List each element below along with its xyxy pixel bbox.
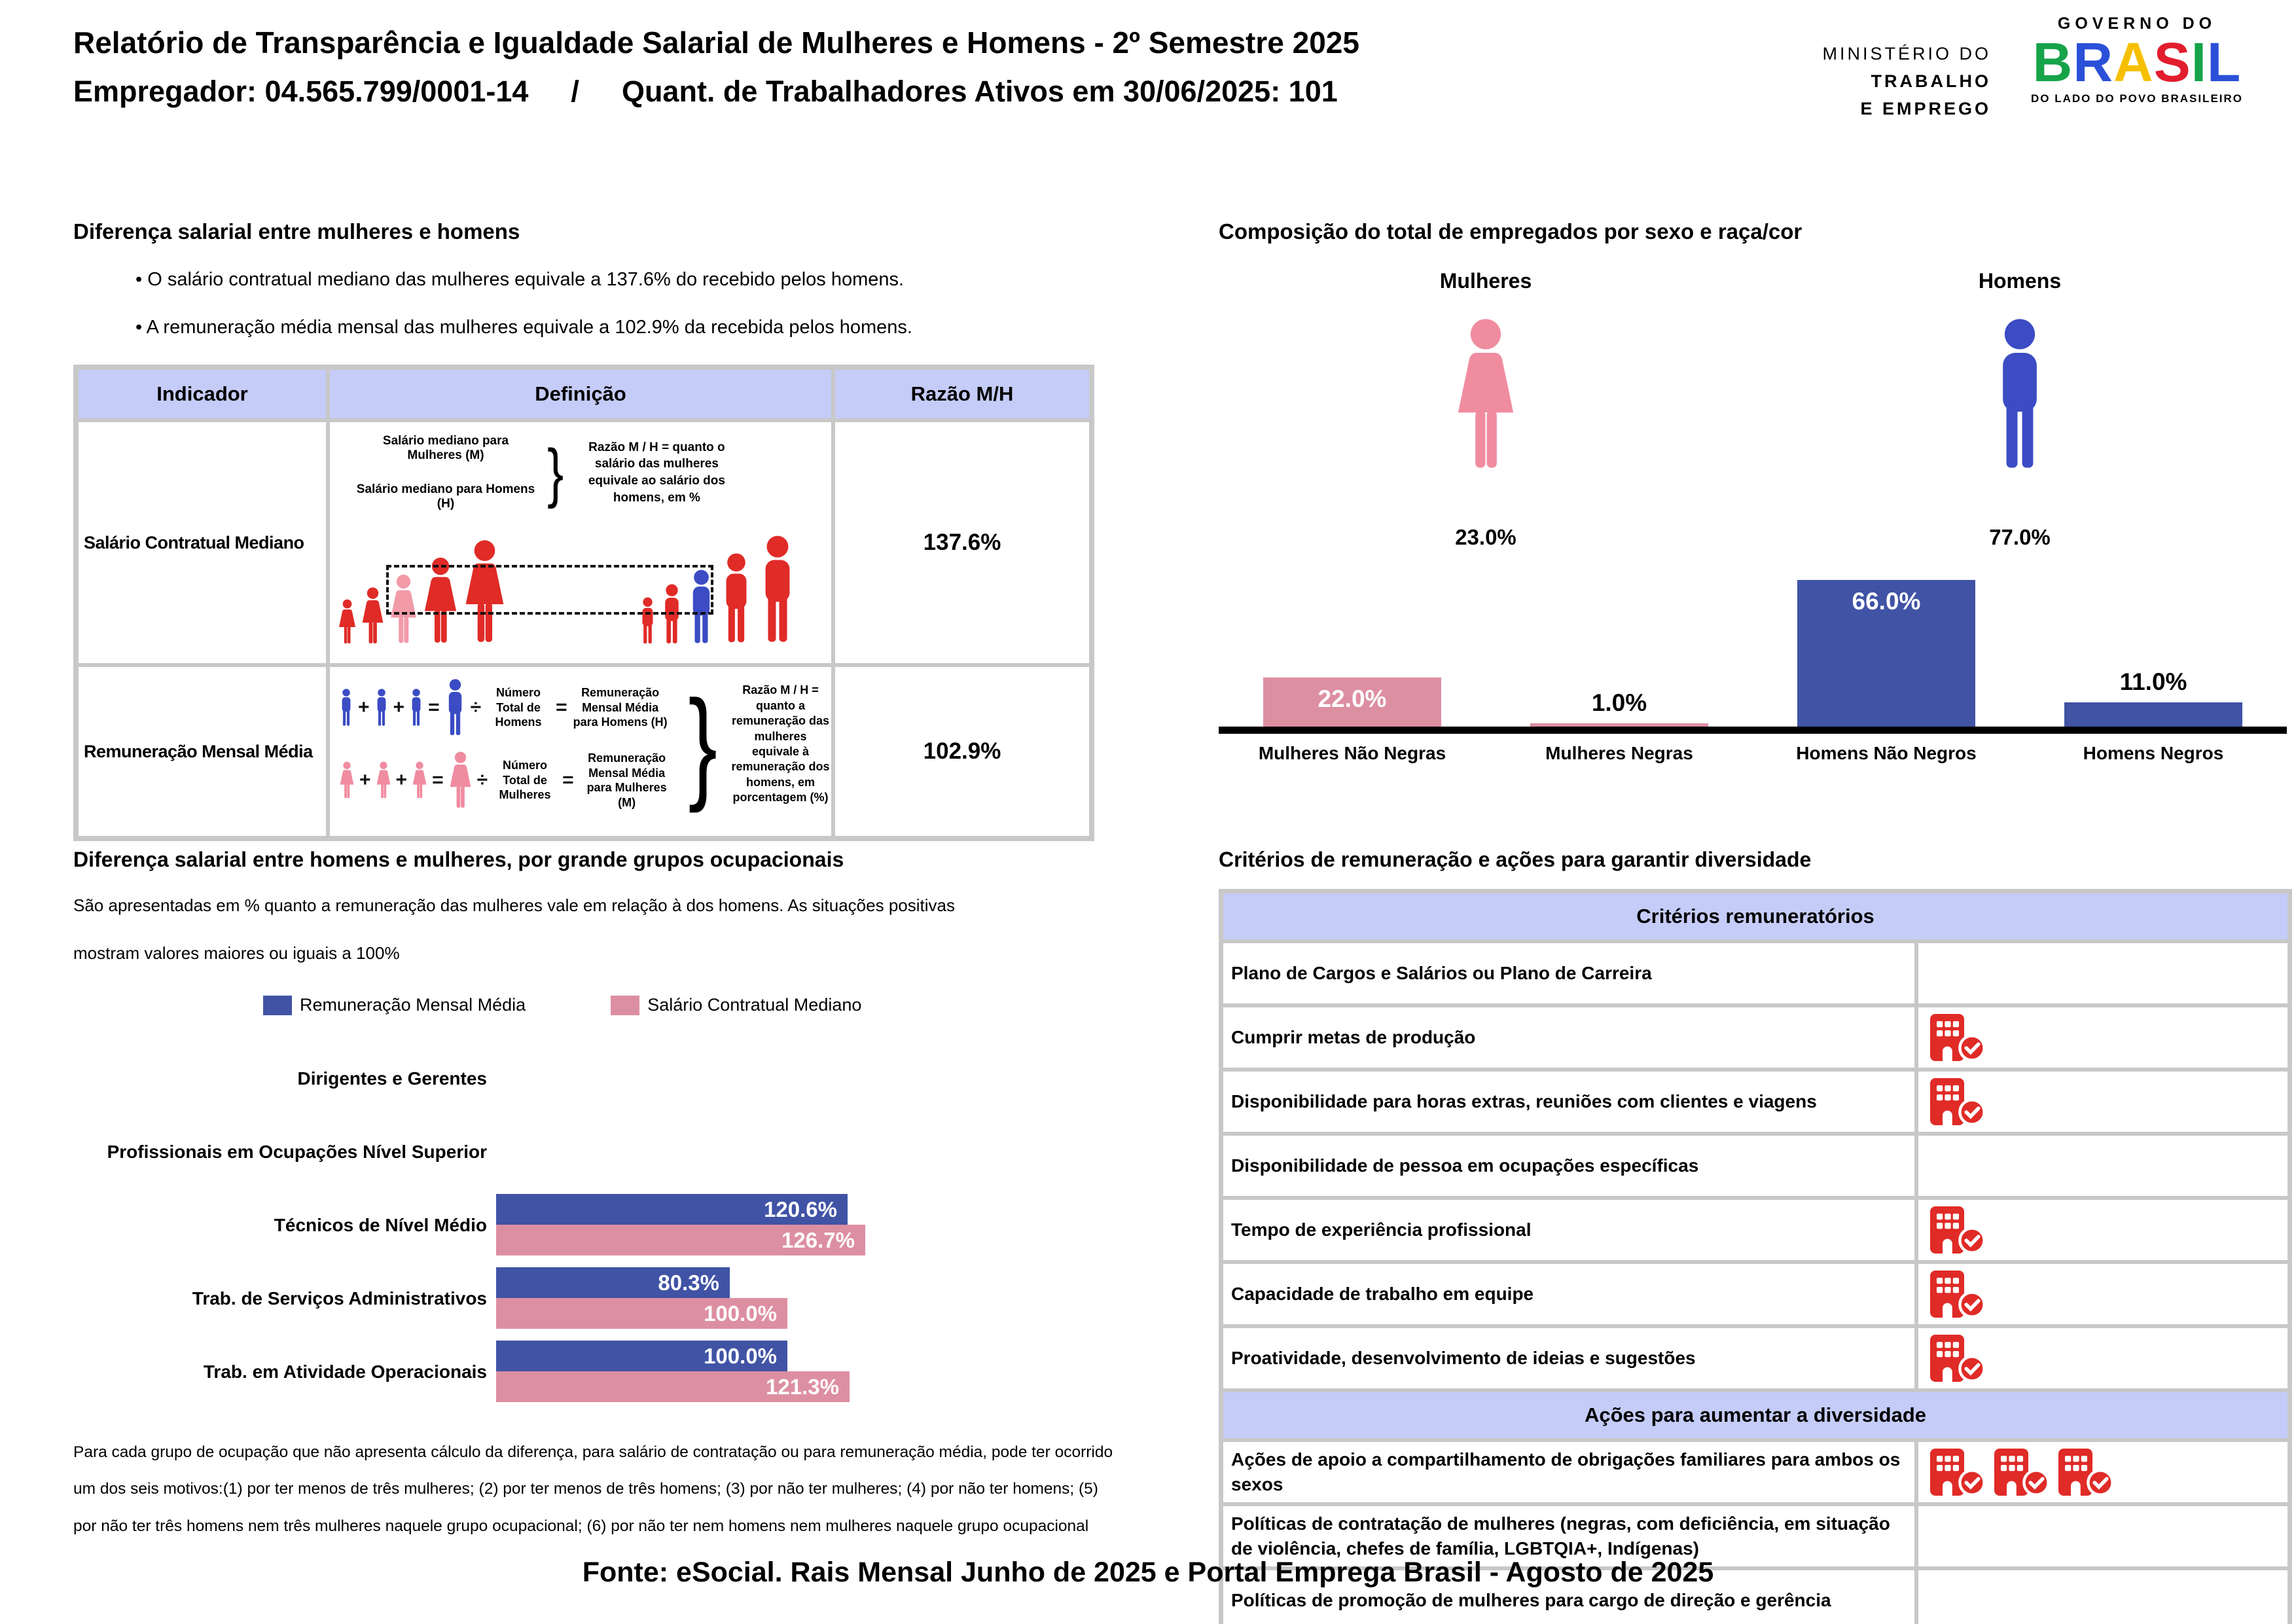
occupational-bar [496,1298,787,1329]
ratio-value: 102.9% [835,667,1089,836]
indicator-table [73,365,1094,841]
category-label: Homens Não Negros [1796,743,1977,763]
ratio-value: 137.6% [835,422,1089,663]
median-women-label: Salário mediano para Mulheres (M) [382,434,509,462]
legend-label: Salário Contratual Mediano [647,995,862,1015]
occupational-title: Diferença salarial entre homens e mulheres, por grande grupos ocupacionais [73,848,844,871]
occupational-bars [496,1267,787,1329]
category-label: Homens Negros [2083,743,2224,763]
composition-bar-group [1486,689,1753,727]
brace-glyph: } [547,435,564,509]
people-height-diagram [330,526,831,645]
occupational-bar [496,1371,850,1402]
criteria-status-cell [1918,1328,2287,1388]
plus-glyph: + [359,769,371,791]
occupational-bar [496,1194,848,1225]
man-figure-icon [409,689,423,727]
active-workers-count: Quant. de Trabalhadores Ativos em 30/06/2025: 101 [621,75,1338,108]
brasil-letter: A [2113,31,2154,93]
bar-value-label: 100.0% [704,1301,777,1326]
category-label: Mulheres Não Negras [1258,743,1446,763]
occupational-category-label: Técnicos de Nível Médio [274,1214,487,1235]
composition-bar [1797,580,1975,727]
women-formula-row [339,751,675,810]
criteria-status-cell [1918,1442,2287,1502]
indicator-name: Salário Contratual Mediano [79,422,326,663]
occupational-category-label: Profissionais em Ocupações Nível Superior [107,1141,487,1162]
equals-glyph: = [428,696,440,718]
median-dashed-box [386,565,713,615]
building-check-icon [2057,1447,2115,1497]
criteria-label: Políticas de contratação de mulheres (negras, com deficiência, em situação de violência, chefes de família, LGBTQIA+, Indígenas) [1223,1506,1914,1566]
building-check-icon [1993,1447,2051,1497]
criteria-status-cell [1918,1007,2287,1068]
building-check-icon [1929,1447,1986,1497]
category-label: Mulheres Negras [1545,743,1693,763]
plus-glyph: + [395,769,408,791]
brasil-letter: R [2073,31,2113,93]
bar-value-label: 126.7% [781,1227,855,1252]
criteria-section [1219,848,2292,1624]
median-ratio-note: Razão M / H = quanto o salário das mulheres equivale ao salário dos homens, em % [588,440,725,505]
occupational-row [73,1115,1150,1188]
divide-glyph: ÷ [476,769,488,791]
bar-value-label: 120.6% [764,1197,837,1221]
composition-categories [1219,743,2287,764]
indicator-name: Remuneração Mensal Média [79,667,326,836]
legend-swatch-blue [263,996,292,1015]
occupational-section [73,848,1150,1545]
criteria-label: Capacidade de trabalho em equipe [1223,1264,1914,1324]
occupational-row [73,1041,1150,1115]
occupational-category-label: Dirigentes e Gerentes [297,1068,487,1089]
criteria-label: Ações de apoio a compartilhamento de obrigações familiares para ambos os sexos [1223,1442,1914,1502]
legend-label: Remuneração Mensal Média [300,995,526,1015]
gov-logo-top-text: GOVERNO DO [2057,14,2217,33]
occupational-footnote: Para cada grupo de ocupação que não apresenta cálculo da diferença, para salário de contratação ou para remuneração média, pode ter ocorrido um dos seis motivos:(1) por ter menos de três mulheres; (2) por ter menos de três homens; (3) por não ter mulheres; (4) por não ter homens; (5) por não ter três homens nem três mulheres naquele grupo ocupacional; (6) por não ter nem homens nem mulheres naquele grupo ocupacional [73,1443,1113,1535]
brace-glyph: } [688,674,717,814]
criteria-status-cell [1918,1072,2287,1132]
definition-diagram-median [330,422,831,663]
brasil-letter: L [2207,31,2242,93]
composition-plot [1219,568,2287,734]
plus-glyph: + [358,696,370,718]
woman-figure-icon [1454,318,1518,471]
criteria-status-cell [1918,1136,2287,1196]
legend-swatch-pink [611,996,639,1015]
man-figure-icon [757,535,798,645]
mean-ratio-note: Razão M / H = quanto a remuneração das mulheres equivale à remuneração dos homens, em porcentagem (%) [731,683,830,804]
occupational-subtitle: mostram valores maiores ou iguais a 100% [73,943,400,963]
criteria-label: Políticas de promoção de mulheres para cargo de direção e gerência [1223,1570,1914,1624]
occupational-category-label: Trab. em Atividade Operacionais [203,1361,487,1382]
ministry-logo-line: MINISTÉRIO DO [1822,44,1991,63]
salary-bullets [135,269,1094,338]
median-formula [330,422,831,511]
woman-figure-icon [448,751,473,809]
median-men-label: Salário mediano para Homens (H) [356,482,535,511]
equals-glyph: = [556,696,567,718]
occupational-row [73,1188,1150,1261]
source-footer: Fonte: eSocial. Rais Mensal Junho de 2025 e Portal Emprega Brasil - Agosto de 2025 [582,1557,1714,1588]
gov-logo-tagline: DO LADO DO POVO BRASILEIRO [2030,92,2244,105]
definition-diagram-mean [330,667,831,836]
men-formula-row [339,679,675,736]
brasil-letter: B [2032,31,2073,93]
sex-summary [1219,269,2287,550]
occupational-row [73,1261,1150,1335]
men-result-label: Remuneração Mensal Média para Homens (H) [573,686,668,729]
bullet-item: • O salário contratual mediano das mulheres equivale a 137.6% do recebido pelos homens. [135,269,1094,291]
men-label: Homens [1978,269,2062,293]
men-total-label: Número Total de Homens [495,686,542,729]
occupational-category-label: Trab. de Serviços Administrativos [192,1288,487,1308]
women-summary [1219,269,1753,550]
chart-legend [263,995,1150,1015]
criteria-label: Plano de Cargos e Salários ou Plano de Carreira [1223,943,1914,1003]
criteria-table [1219,889,2292,1624]
criteria-section-header: Critérios remuneratórios [1223,893,2287,939]
women-label: Mulheres [1439,269,1532,293]
composition-bar-group [2020,668,2287,727]
legend-item [611,995,861,1015]
occupational-bar [496,1341,787,1371]
woman-figure-icon [338,599,357,645]
woman-figure-icon [376,761,391,799]
salary-difference-section [73,219,1094,841]
plus-glyph: + [393,696,405,718]
man-figure-icon [719,552,753,645]
formula-rows [339,679,675,810]
brasil-letter: I [2191,31,2208,93]
page-subtitle [73,75,1359,109]
building-check-icon [1929,1205,1986,1255]
composition-bar-group [1219,677,1486,727]
bar-value-label: 11.0% [2119,668,2187,695]
women-result-label: Remuneração Mensal Média para Mulheres (M) [586,751,667,809]
bar-value-label: 66.0% [1852,588,1921,615]
brasil-wordmark [1996,33,2278,91]
composition-bar [1530,723,1708,727]
occupational-row [73,1335,1150,1408]
composition-section [1219,219,2287,764]
median-labels [355,434,537,511]
employer-id: Empregador: 04.565.799/0001-14 [73,75,529,108]
composition-bar [1263,677,1441,727]
criteria-label: Cumprir metas de produção [1223,1007,1914,1068]
bar-value-label: 100.0% [704,1343,777,1368]
women-total-label: Número Total de Mulheres [499,759,551,802]
bar-value-label: 80.3% [658,1270,719,1295]
criteria-label: Disponibilidade de pessoa em ocupações específicas [1223,1136,1914,1196]
occupational-bars [496,1341,850,1402]
table-header-indicador: Indicador [79,370,326,418]
building-check-icon [1929,1077,1986,1127]
composition-bar [2064,702,2242,727]
page-title: Relatório de Transparência e Igualdade Salarial de Mulheres e Homens - 2º Semestre 2025 [73,26,1359,60]
man-figure-icon [339,689,353,727]
criteria-title: Critérios de remuneração e ações para garantir diversidade [1219,848,1812,871]
brasil-letter: S [2153,31,2191,93]
ministry-logo-line: TRABALHO [1871,71,1991,91]
man-figure-icon [374,689,389,727]
criteria-section-header: Ações para aumentar a diversidade [1223,1392,2287,1438]
occupational-bar [496,1267,730,1298]
ministry-logo [1821,41,1991,123]
legend-item [263,995,526,1015]
woman-figure-icon [412,761,427,799]
bullet-item: • A remuneração média mensal das mulheres equivale a 102.9% da recebida pelos homens. [135,317,1094,338]
composition-title: Composição do total de empregados por sexo e raça/cor [1219,219,1803,244]
bar-value-label: 22.0% [1318,685,1387,712]
divide-glyph: ÷ [470,696,482,718]
subtitle-separator: / [571,75,579,108]
composition-bar-group [1753,580,2020,727]
criteria-label: Tempo de experiência profissional [1223,1200,1914,1260]
table-header-razao: Razão M/H [835,370,1089,418]
man-figure-icon [444,679,466,736]
criteria-label: Disponibilidade para horas extras, reuniões com clientes e viagens [1223,1072,1914,1132]
equals-glyph: = [432,769,444,791]
women-percentage: 23.0% [1455,525,1516,549]
criteria-status-cell [1918,943,2287,1003]
men-percentage: 77.0% [1989,525,2051,549]
woman-figure-icon [361,587,385,645]
man-figure-icon [1991,318,2049,471]
occupational-bars [496,1194,865,1255]
occupational-bar [496,1225,865,1255]
equals-glyph: = [562,769,574,791]
building-check-icon [1929,1333,1986,1383]
occupational-chart [73,1041,1150,1408]
criteria-status-cell [1918,1264,2287,1324]
governo-do-brasil-logo [1996,14,2278,105]
report-header [73,25,1359,109]
building-check-icon [1929,1269,1986,1319]
mean-formula [330,667,831,814]
occupational-subtitle: São apresentadas em % quanto a remuneração das mulheres vale em relação à dos homens. As situações positivas [73,895,955,915]
criteria-label: Proatividade, desenvolvimento de ideias e sugestões [1223,1328,1914,1388]
table-header-definicao: Definição [330,370,831,418]
men-summary [1753,269,2287,550]
bar-value-label: 1.0% [1591,689,1647,716]
ministry-logo-line: E EMPREGO [1860,98,1991,118]
criteria-status-cell [1918,1200,2287,1260]
salary-section-title: Diferença salarial entre mulheres e homens [73,219,520,244]
bar-value-label: 121.3% [766,1374,839,1399]
building-check-icon [1929,1013,1986,1062]
woman-figure-icon [339,761,355,799]
